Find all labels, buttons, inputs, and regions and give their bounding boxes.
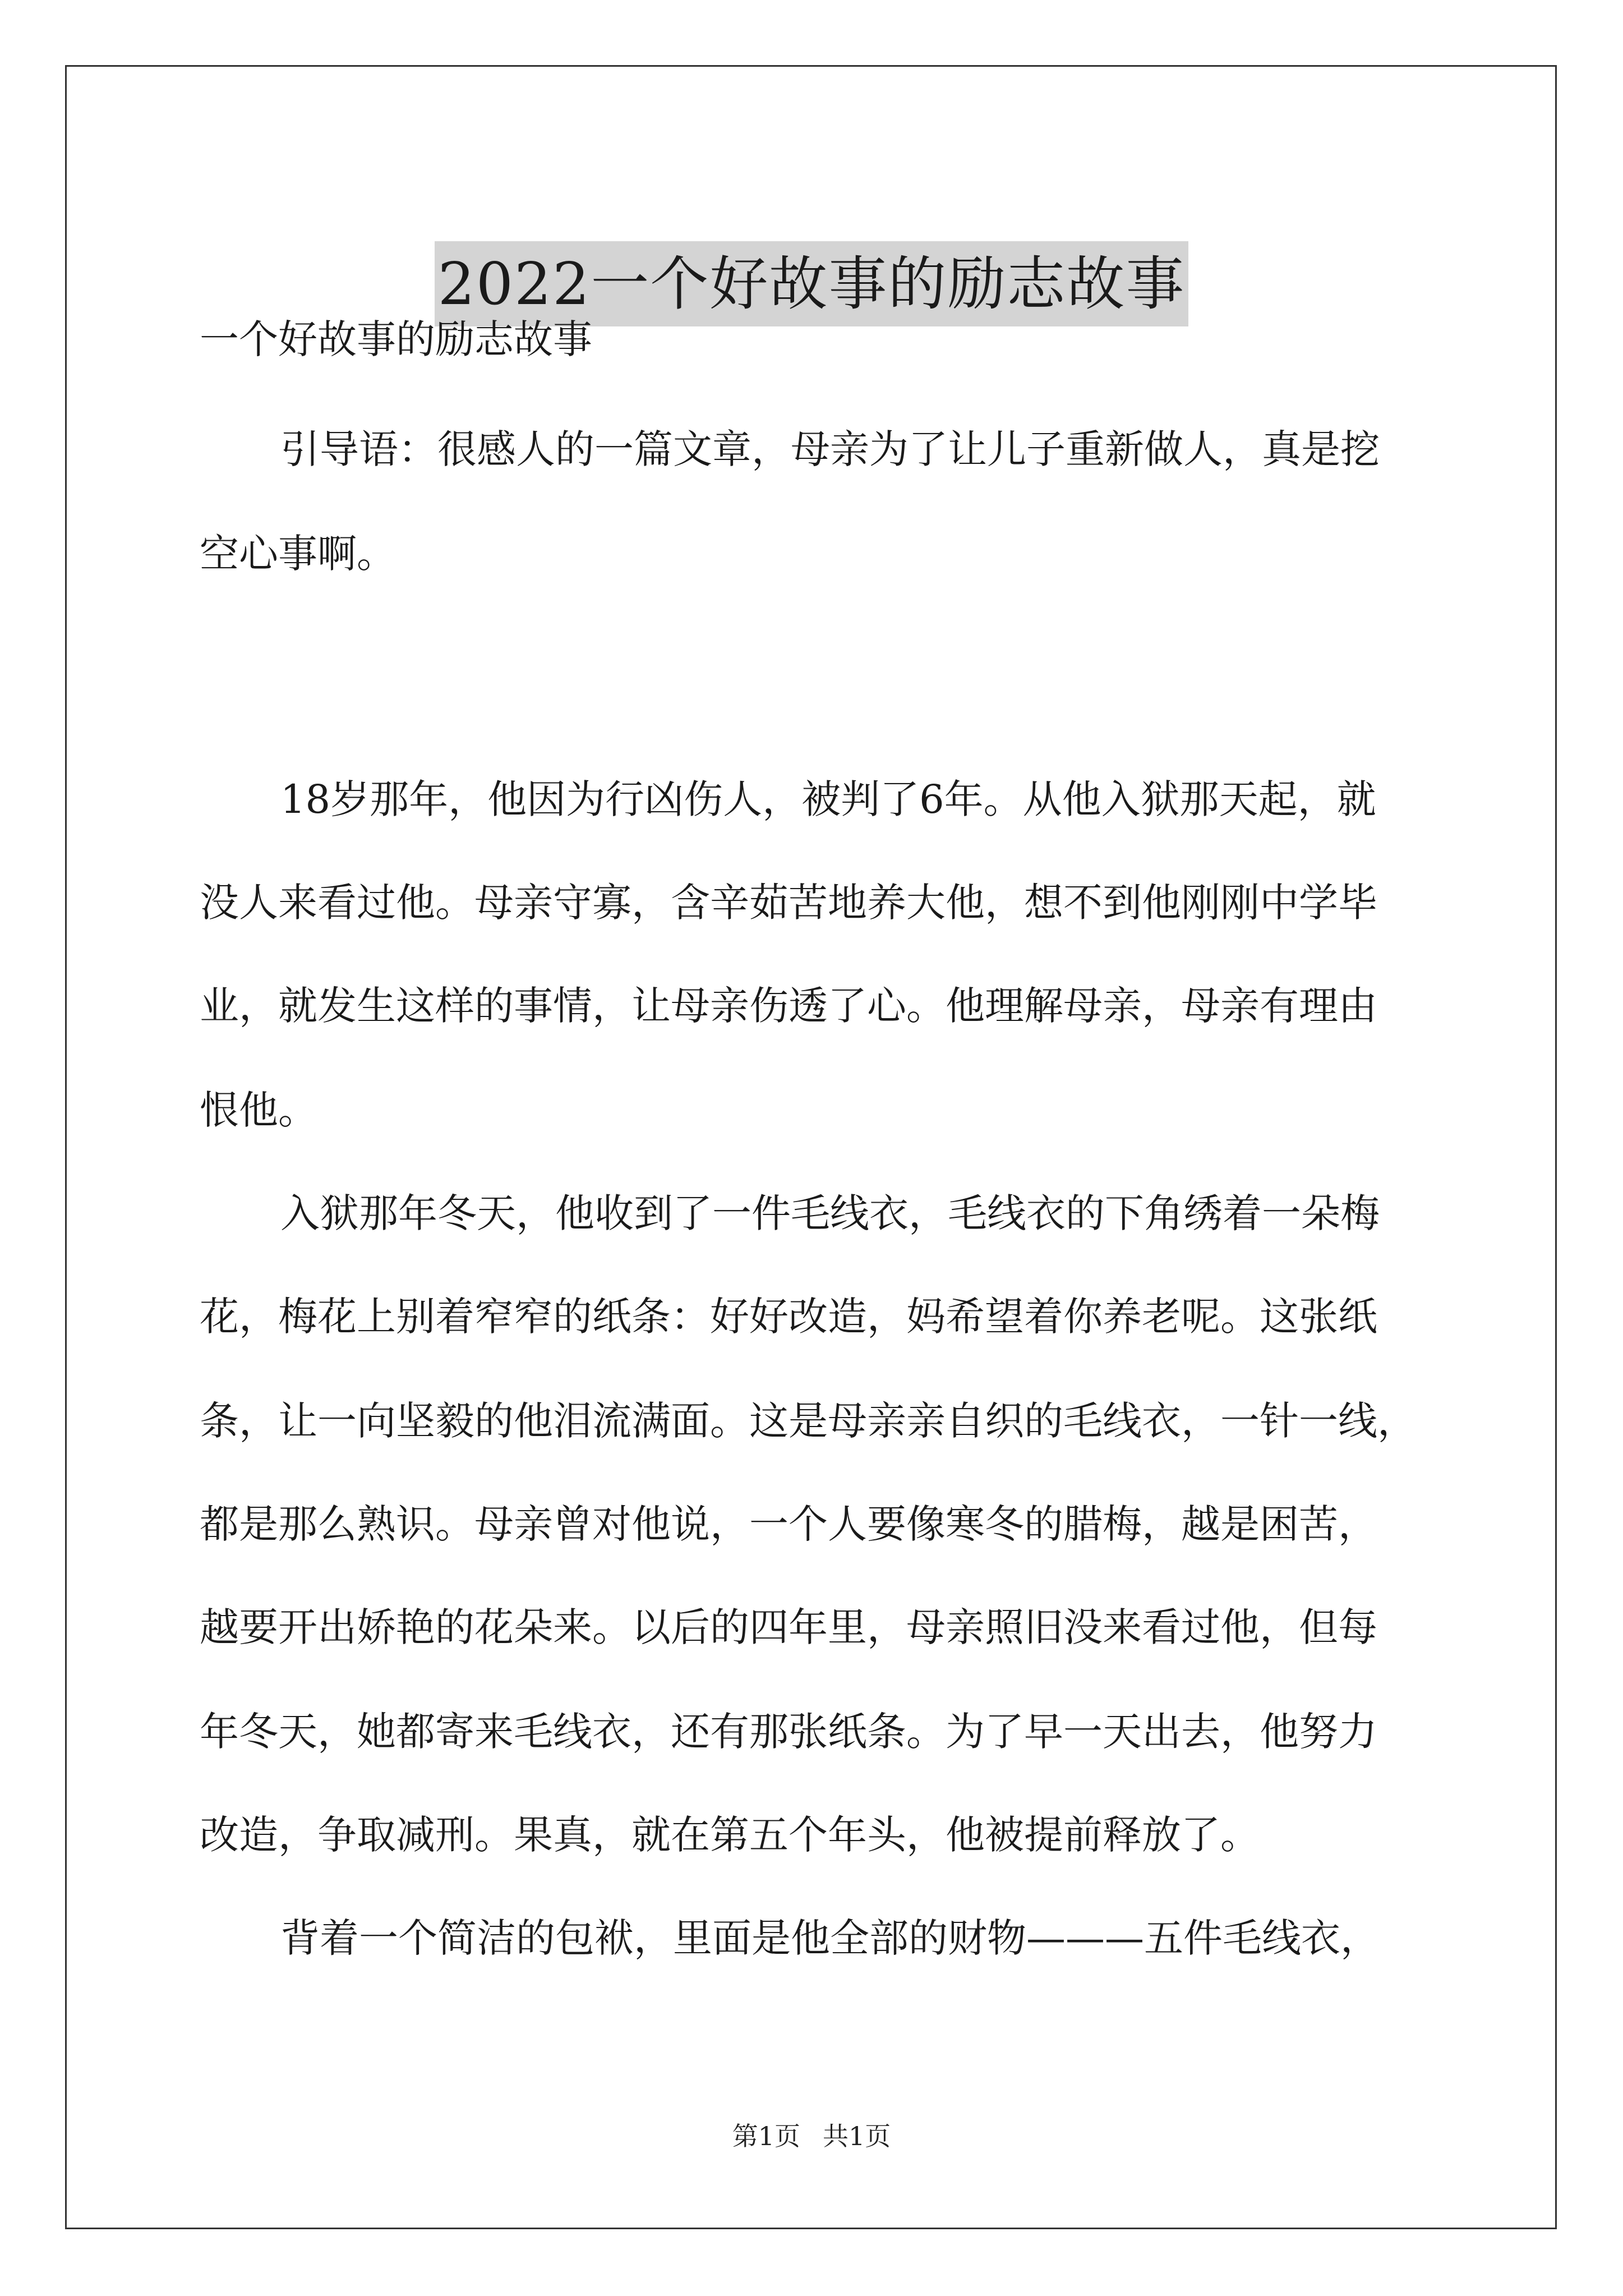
page-footer [0,2119,1623,2153]
text-line: 引导语：很感人的一篇文章，母亲为了让儿子重新做人，真是挖 [280,426,1380,472]
text-line: 业，就发生这样的事情，让母亲伤透了心。他理解母亲，母亲有理由 [200,983,1377,1029]
text-line: 背着一个简洁的包袱，里面是他全部的财物———五件毛线衣， [280,1915,1380,1961]
document-title: 2022一个好故事的励志故事 [435,241,1189,326]
text-line: 空心事啊。 [200,531,396,577]
text-line: 没人来看过他。母亲守寡，含辛茹苦地养大他，想不到他刚刚中学毕 [200,880,1377,926]
text-line: 条，让一向坚毅的他泪流满面。这是母亲亲自织的毛线衣，一针一线， [200,1398,1417,1444]
text-line: 越要开出娇艳的花朵来。以后的四年里，母亲照旧没来看过他，但每 [200,1604,1377,1650]
text-line: 都是那么熟识。母亲曾对他说，一个人要像寒冬的腊梅，越是困苦， [200,1501,1377,1547]
text-line: 改造，争取减刑。果真，就在第五个年头，他被提前释放了。 [200,1812,1260,1858]
text-line: 18岁那年，他因为行凶伤人，被判了6年。从他入狱那天起，就 [280,776,1376,822]
page-border [65,65,1557,2229]
text-line: 恨他。 [200,1087,317,1133]
text-line: 花，梅花上别着窄窄的纸条：好好改造，妈希望着你养老呢。这张纸 [200,1294,1377,1340]
page-total: 共1页 [823,2121,891,2151]
text-line: 入狱那年冬天，他收到了一件毛线衣，毛线衣的下角绣着一朵梅 [280,1190,1380,1236]
text-line: 年冬天，她都寄来毛线衣，还有那张纸条。为了早一天出去，他努力 [200,1709,1377,1755]
page-number: 第1页 [732,2121,800,2151]
document-subtitle: 一个好故事的励志故事 [200,316,592,362]
